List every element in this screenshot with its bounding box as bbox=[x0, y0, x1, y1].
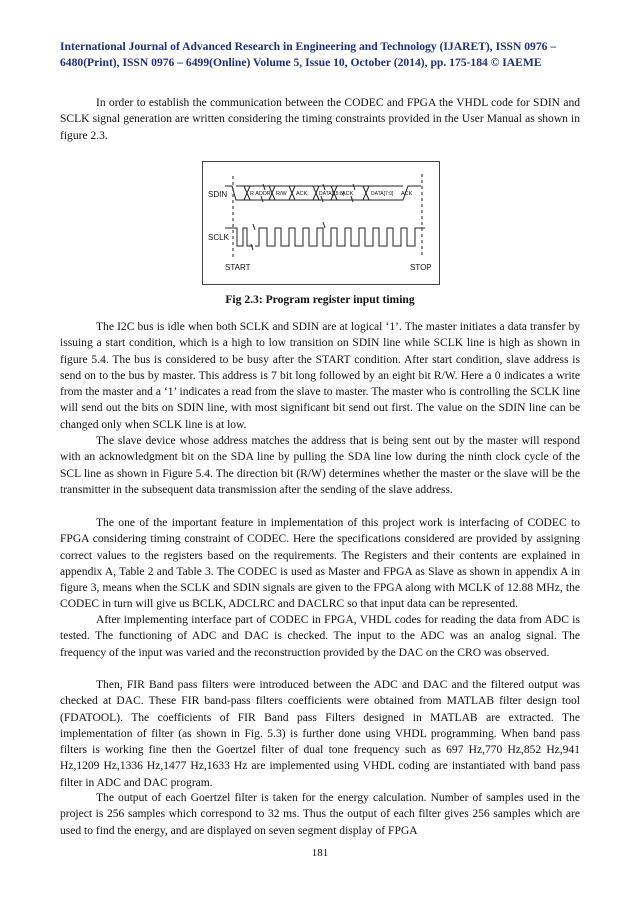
header-line-2: 6480(Print), ISSN 0976 – 6499(Online) Volume 5, Issue 10, October (2014), pp. 175-184 © IAEME bbox=[60, 56, 542, 69]
sclk-label: SCLK bbox=[208, 233, 229, 242]
ack1-label: ACK bbox=[296, 191, 308, 197]
rw-label: R/W bbox=[276, 191, 287, 197]
body-paragraph-1: The I2C bus is idle when both SCLK and SDIN are at logical ‘1’. The master initiates a data transfer by issuing a start condition, which is a high to low transition on SDIN line while SCLK line is high as shown in figure 5.4. The bus is considered to be busy after the START condition. After start condition, slave address is send on to the bus by master. This address is 7 bit long followed by an eight bit R/W. Here a 0 indicates a write from the master and a ‘1’ indicates a read from the slave to master. The master who is controlling the SCLK line will send out the bits on SDIN line, with most significant bit send out first. The value on the SDIN line can be changed only when SCLK line is at low. bbox=[60, 321, 580, 431]
data-high-label: DATA[15:8] bbox=[319, 191, 345, 197]
raddr-label: R ADDR bbox=[250, 191, 271, 197]
ack3-label: ACK bbox=[401, 191, 413, 197]
timing-diagram-figure bbox=[202, 161, 440, 285]
body-paragraph-2: The slave device whose address matches the address that is being sent out by the master will respond with an acknowledgment bit on the SDA line by pulling the SDA line low during the ninth clock cycle of the SCL line as shown in Figure 5.4. The direction bit (R/W) determines whether the master or the slave will be the transmitter in the subsequent data transmission after the sending of the slave address. bbox=[60, 435, 580, 496]
page-number: 181 bbox=[311, 847, 329, 859]
sdin-label: SDIN bbox=[208, 190, 228, 199]
header-line-1: International Journal of Advanced Research in Engineering and Technology (IJARET), ISSN 0976 – bbox=[60, 40, 557, 53]
body-paragraph-3: The one of the important feature in implementation of this project work is interfacing of CODEC to FPGA considering timing constraint of CODEC. Here the specifications considered are provided by assigning correct values to the registers based on the requirements. The Registers and their contents are explained in appendix A, Table 2 and Table 3. The CODEC is used as Master and FPGA as Slave as shown in appendix A in figure 3, means when the SCLK and SDIN signals are given to the FPGA along with MCLK of 12.88 MHz, the CODEC in turn will give us BCLK, ADCLRC and DACLRC so that input data can be represented. bbox=[60, 517, 580, 611]
body-paragraph-5: Then, FIR Band pass filters were introduced between the ADC and DAC and the filtered output was checked at DAC. These FIR band-pass filters coefficients were obtained from MATLAB filter design tool (FDATOOL). The coefficients of FIR Band pass Filters designed in MATLAB are extracted. The implementation of filter (as shown in Fig. 5.3) is further done using VHDL programming. When band pass filters is working fine then the Goertzel filter of dual tone frequency such as 697 Hz,770 Hz,852 Hz,941 Hz,1209 Hz,1336 Hz,1477 Hz,1633 Hz are implemented using VHDL coding are instantiated with band pass filter in ADC and DAC program. bbox=[60, 679, 580, 789]
timing-diagram bbox=[203, 162, 439, 284]
journal-header bbox=[60, 39, 580, 71]
data-low-label: DATA[7:0] bbox=[371, 191, 394, 197]
ack2-label: ACK bbox=[342, 191, 354, 197]
stop-label: STOP bbox=[410, 263, 432, 272]
body-paragraph-6: The output of each Goertzel filter is taken for the energy calculation. Number of samples used in the project is 256 samples which correspond to 32 ms. Thus the output of each filter gives 256 samples which are used to find the energy, and are displayed on seven segment display of FPGA bbox=[60, 792, 580, 837]
body-paragraph-4: After implementing interface part of CODEC in FPGA, VHDL codes for reading the data from ADC is tested. The functioning of ADC and DAC is checked. The input to the ADC was an analog signal. The frequency of the input was varied and the reconstruction provided by the DAC on the CRO was observed. bbox=[60, 614, 580, 659]
start-label: START bbox=[225, 263, 251, 272]
figure-caption: Fig 2.3: Program register input timing bbox=[225, 293, 415, 306]
intro-paragraph: In order to establish the communication between the CODEC and FPGA the VHDL code for SDIN and SCLK signal generation are written considering the timing constraints provided in the User Manual as shown in figure 2.3. bbox=[60, 97, 580, 142]
